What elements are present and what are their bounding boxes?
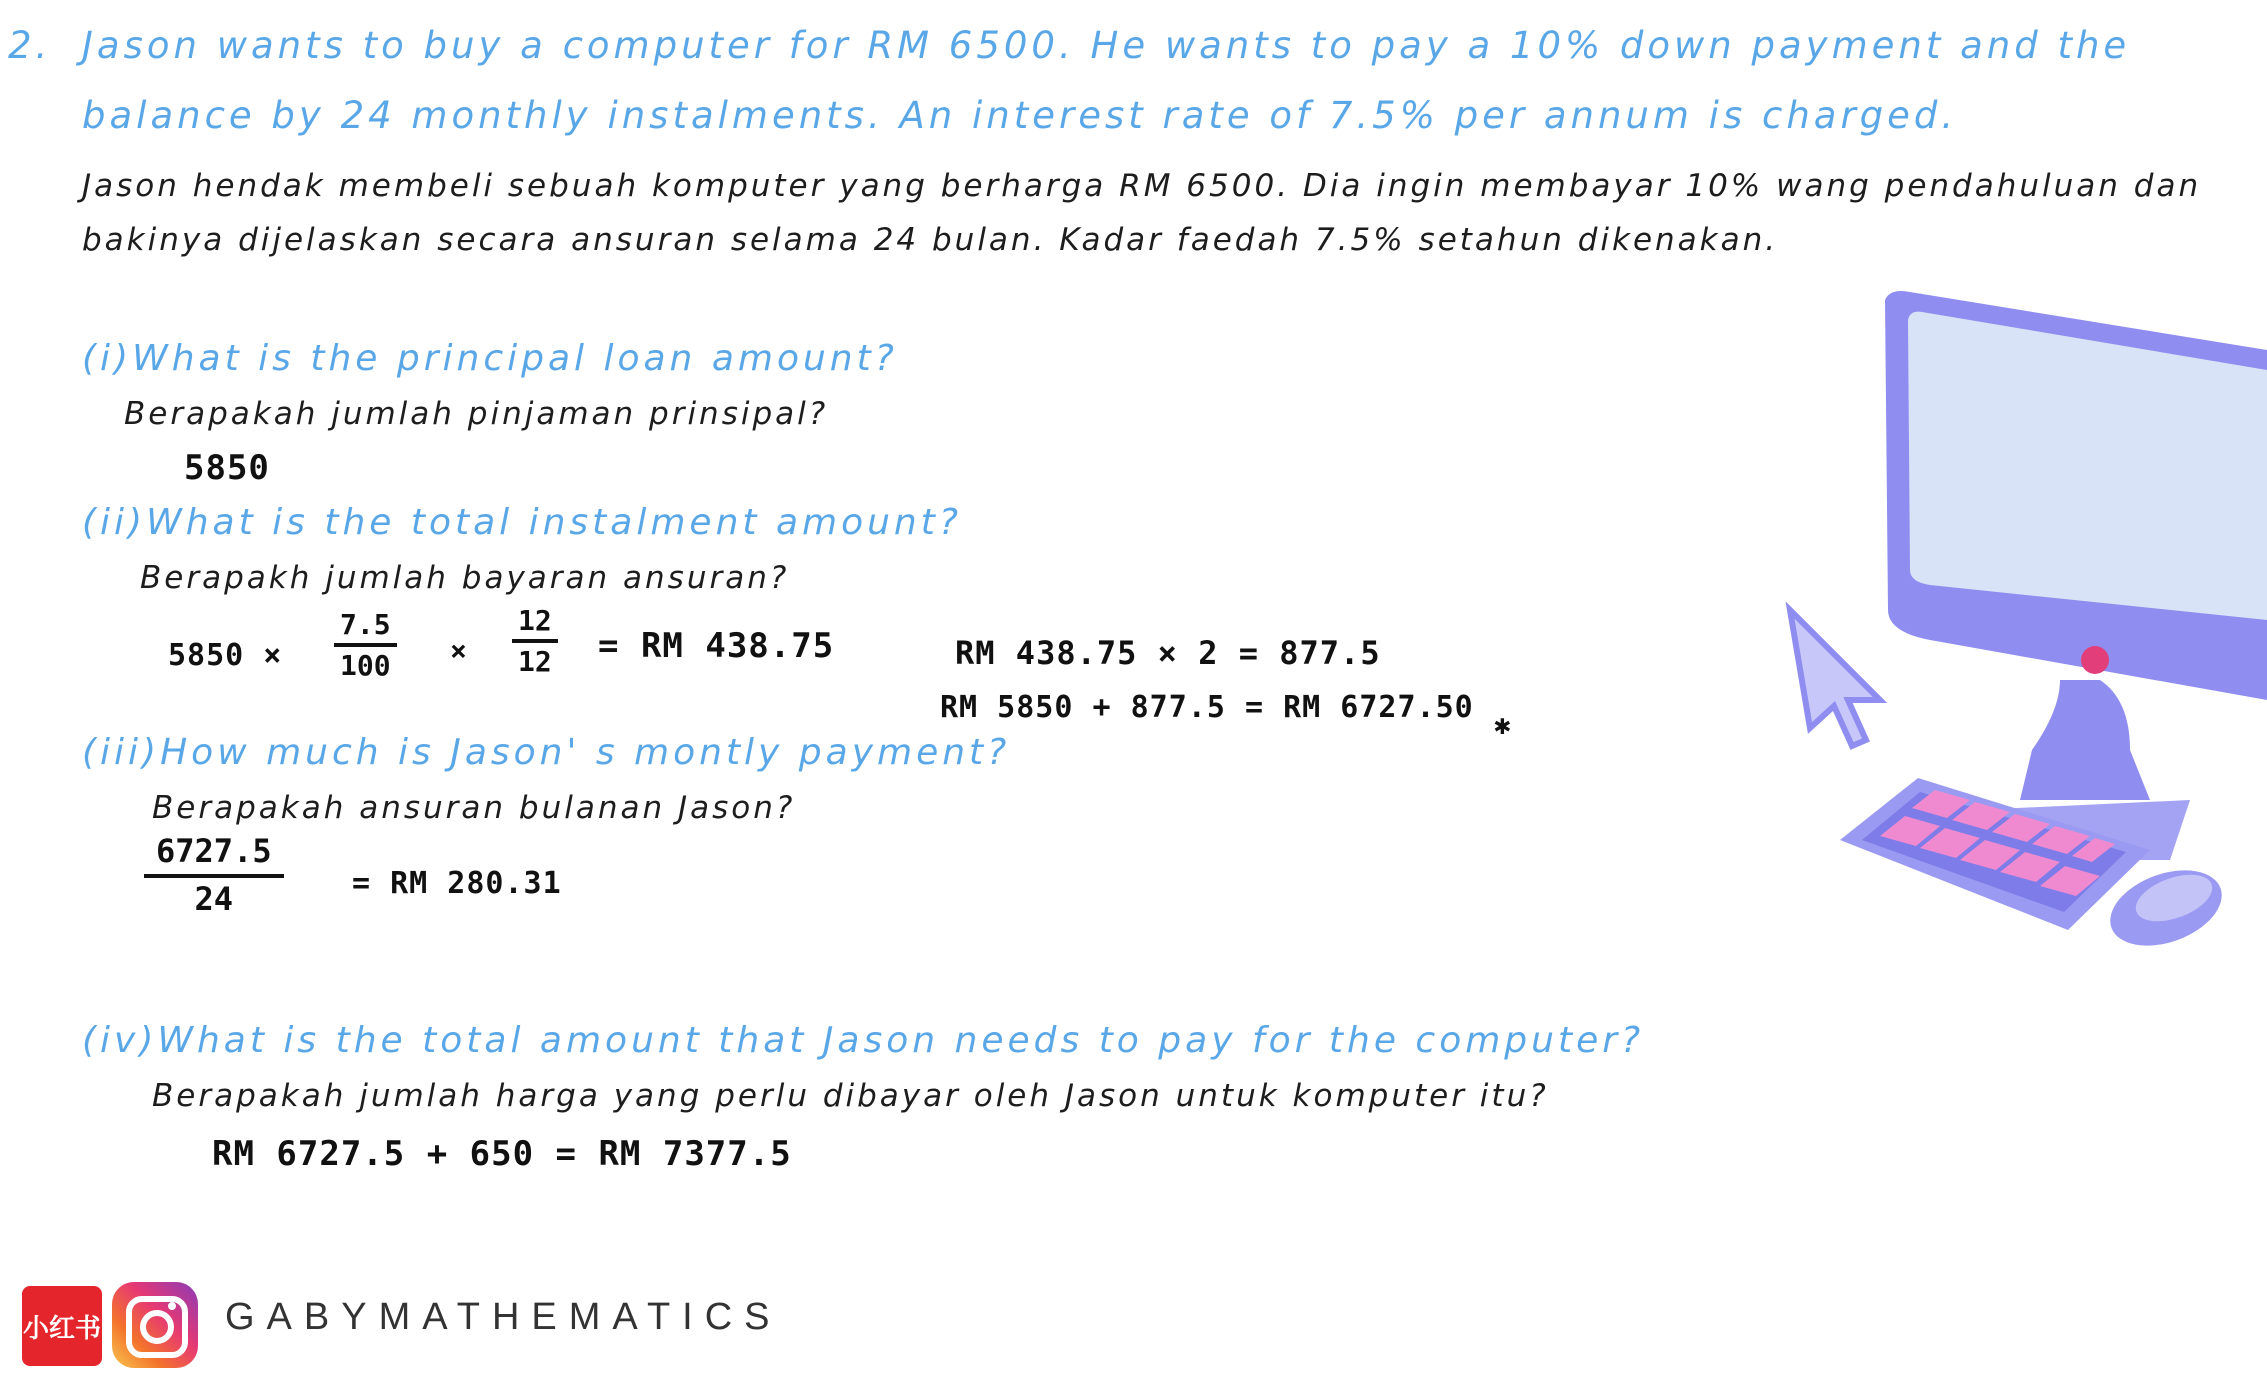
part-ii-fraction-rate [334,608,397,682]
question-en-line1: Jason wants to buy a computer for RM 6500. He wants to pay a 10% down payment and the [82,24,2131,67]
fraction-numerator: 12 [512,604,558,643]
part-iii-question-ms: Berapakah ansuran bulanan Jason? [152,790,796,826]
part-ii-times: × [450,634,468,667]
part-i-question: (i)What is the principal loan amount? [82,338,898,379]
monitor-stand [2020,680,2150,800]
part-ii-answer-mark: ✱ [1494,708,1512,741]
fraction-denominator: 24 [194,880,234,918]
part-iii-question: (iii)How much is Jason' s montly payment? [82,732,1011,773]
question-ms-line2: bakinya dijelaskan secara ansuran selama 24 bulan. Kadar faedah 7.5% setahun dikenakan. [82,222,1779,258]
brand-name: GABYMATHEMATICS [225,1296,782,1338]
question-number: 2. [8,24,52,67]
cursor-arrow-icon [1780,600,1900,750]
part-ii-question-ms: Berapakh jumlah bayaran ansuran? [140,560,790,596]
part-ii-work-double: RM 438.75 × 2 = 877.5 [955,634,1381,672]
part-i-answer: 5850 [184,448,270,488]
fraction-numerator: 6727.5 [144,832,284,878]
part-iii-fraction [144,832,284,918]
xiaohongshu-logo: 小红书 [22,1286,102,1366]
part-i-question-ms: Berapakah jumlah pinjaman prinsipal? [124,396,829,432]
part-ii-work-rhs: = RM 438.75 [598,626,835,666]
part-ii-work-total: RM 5850 + 877.5 = RM 6727.50 [940,690,1474,725]
question-ms-line1: Jason hendak membeli sebuah komputer yang berharga RM 6500. Dia ingin membayar 10% wang pendahuluan dan [82,168,2202,204]
fraction-denominator: 12 [518,645,552,678]
part-ii-work-lhs: 5850 × [168,638,283,673]
fraction-denominator: 100 [340,649,391,682]
power-button-icon [2081,646,2109,674]
fraction-numerator: 7.5 [334,608,397,647]
part-iii-answer: = RM 280.31 [352,866,562,901]
question-en-line2: balance by 24 monthly instalments. An interest rate of 7.5% per annum is charged. [82,94,1958,137]
part-ii-question: (ii)What is the total instalment amount? [82,502,962,543]
part-ii-fraction-months [512,604,558,678]
part-iv-question: (iv)What is the total amount that Jason needs to pay for the computer? [82,1020,1645,1061]
part-iv-answer: RM 6727.5 + 650 = RM 7377.5 [212,1134,792,1174]
instagram-icon [112,1282,198,1368]
part-iv-question-ms: Berapakah jumlah harga yang perlu dibayar oleh Jason untuk komputer itu? [152,1078,1549,1114]
